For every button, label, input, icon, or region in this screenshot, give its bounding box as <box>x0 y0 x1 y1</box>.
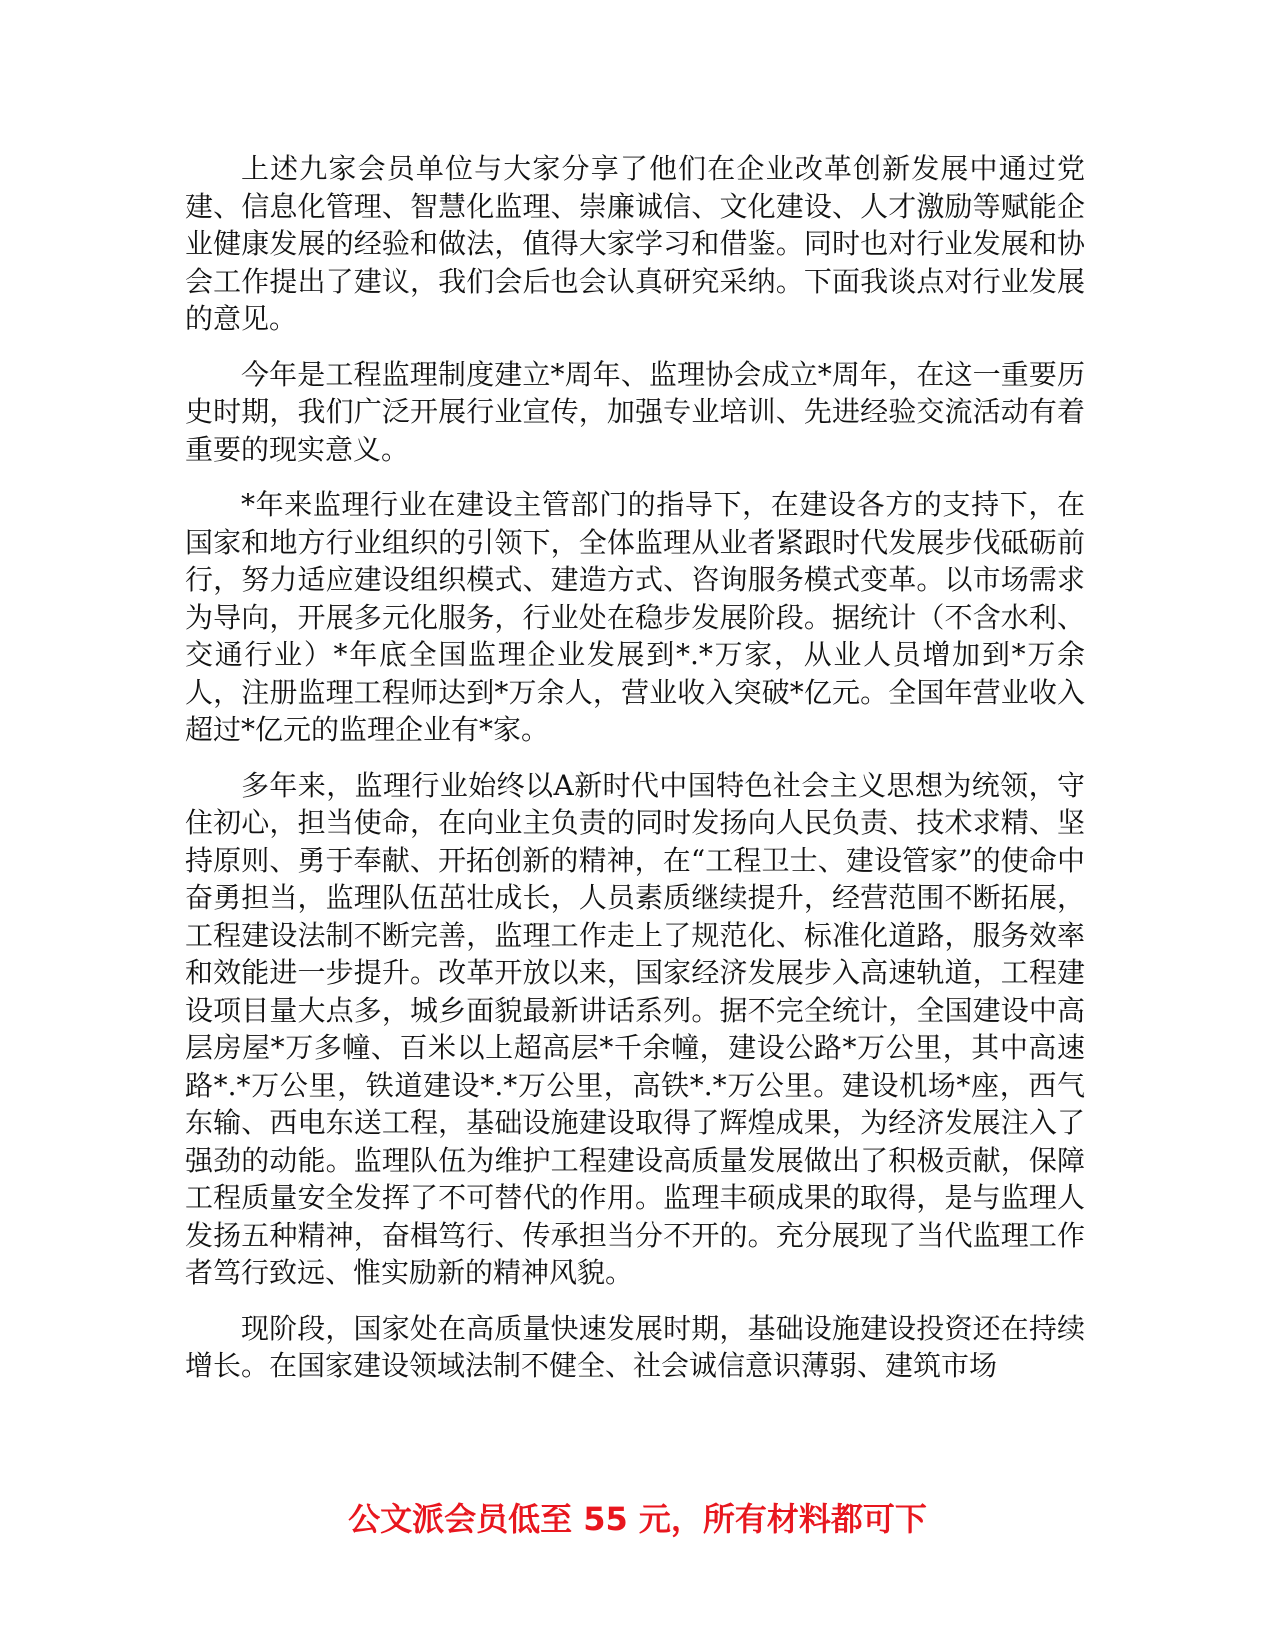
document-body <box>185 150 1085 1403</box>
paragraph-5: 现阶段，国家处在高质量快速发展时期，基础设施建设投资还在持续增长。在国家建设领域法制不健全、社会诚信意识薄弱、建筑市场 <box>185 1311 1085 1382</box>
paragraph-2: 今年是工程监理制度建立*周年、监理协会成立*周年，在这一重要历史时期，我们广泛开展行业宣传，加强专业培训、先进经验交流活动有着重要的现实意义。 <box>185 357 1085 466</box>
paragraph-4: 多年来，监理行业始终以A新时代中国特色社会主义思想为统领，守住初心，担当使命，在向业主负责的同时发扬向人民负责、技术求精、坚持原则、勇于奉献、开拓创新的精神，在“工程卫士、建设管家”的使命中奋勇担当，监理队伍茁壮成长，人员素质继续提升，经营范围不断拓展，工程建设法制不断完善，监理工作走上了规范化、标准化道路，服务效率和效能进一步提升。改革开放以来，国家经济发展步入高速轨道，工程建设项目量大点多，城乡面貌最新讲话系列。据不完全统计，全国建设中高层房屋*万多幢、百米以上超高层*千余幢，建设公路*万公里，其中高速路*.*万公里，铁道建设*.*万公里，高铁*.*万公里。建设机场*座，西气东输、西电东送工程，基础设施建设取得了辉煌成果，为经济发展注入了强劲的动能。监理队伍为维护工程建设高质量发展做出了积极贡献，保障工程质量安全发挥了不可替代的作用。监理丰硕成果的取得，是与监理人发扬五种精神，奋楫笃行、传承担当分不开的。充分展现了当代监理工作者笃行致远、惟实励新的精神风貌。 <box>185 768 1085 1289</box>
paragraph-1: 上述九家会员单位与大家分享了他们在企业改革创新发展中通过党建、信息化管理、智慧化监理、崇廉诚信、文化建设、人才激励等赋能企业健康发展的经验和做法，值得大家学习和借鉴。同时也对行业发展和协会工作提出了建议，我们会后也会认真研究采纳。下面我谈点对行业发展的意见。 <box>185 152 1085 335</box>
promo-banner[interactable]: 公文派会员低至 55 元，所有材料都可下 <box>348 1500 927 1538</box>
paragraph-3: *年来监理行业在建设主管部门的指导下，在建设各方的支持下，在国家和地方行业组织的引领下，全体监理从业者紧跟时代发展步伐砥砺前行，努力适应建设组织模式、建造方式、咨询服务模式变革。以市场需求为导向，开展多元化服务，行业处在稳步发展阶段。据统计（不含水利、交通行业）*年底全国监理企业发展到*.*万家，从业人员增加到*万余人，注册监理工程师达到*万余人，营业收入突破*亿元。全国年营业收入超过*亿元的监理企业有*家。 <box>185 488 1085 746</box>
